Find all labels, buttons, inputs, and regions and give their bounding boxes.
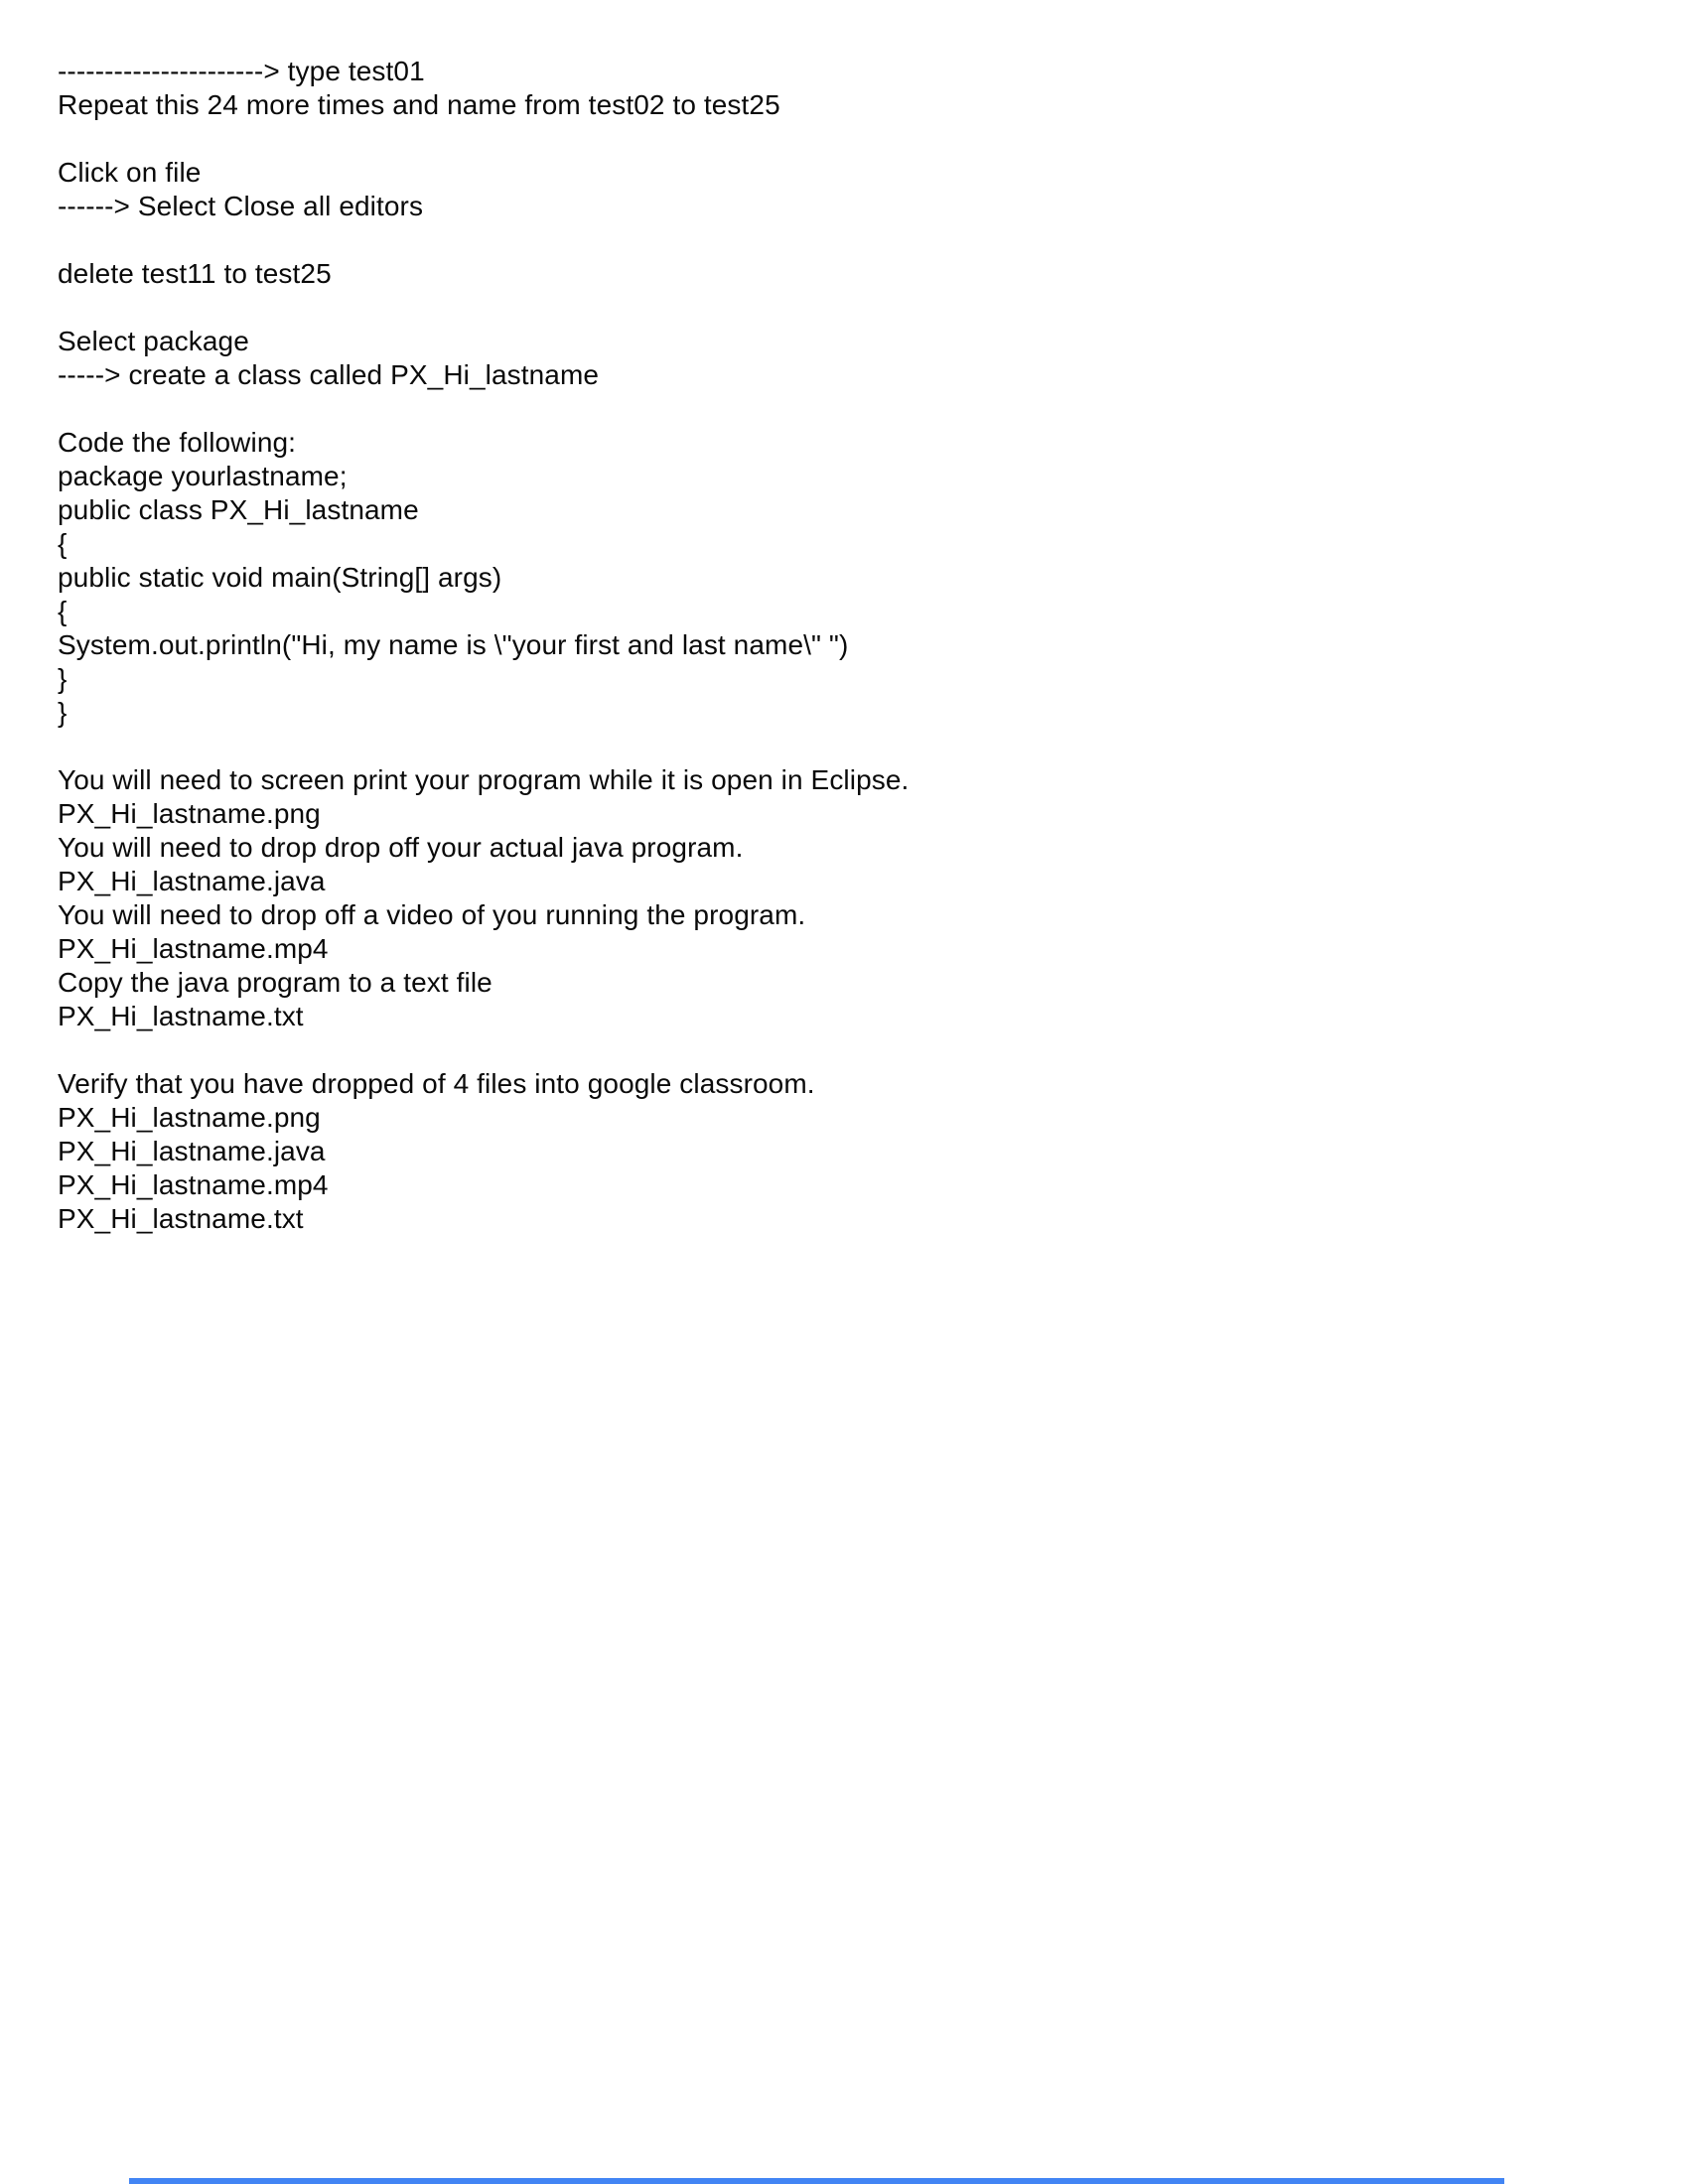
text-line-drop-java: You will need to drop drop off your actual java program. bbox=[58, 832, 744, 863]
blank-line bbox=[58, 223, 1648, 257]
blank-line bbox=[58, 392, 1648, 426]
code-line-public-class: public class PX_Hi_lastname bbox=[58, 494, 419, 525]
text-line-code-following: Code the following: bbox=[58, 427, 297, 458]
text-line-create-class: -----> create a class called PX_Hi_lastname bbox=[58, 359, 600, 390]
text-line-filename-txt: PX_Hi_lastname.txt bbox=[58, 1001, 304, 1031]
text-line-filename-mp4: PX_Hi_lastname.mp4 bbox=[58, 1169, 329, 1200]
code-line-close-brace: } bbox=[58, 697, 68, 728]
text-line-filename-png: PX_Hi_lastname.png bbox=[58, 1102, 321, 1133]
text-line-select-package: Select package bbox=[58, 326, 249, 356]
code-line-package: package yourlastname; bbox=[58, 461, 348, 491]
document-page bbox=[58, 55, 1648, 1236]
text-line-filename-java: PX_Hi_lastname.java bbox=[58, 1136, 326, 1166]
text-line-drop-video: You will need to drop off a video of you running the program. bbox=[58, 899, 806, 930]
blank-line bbox=[58, 291, 1648, 325]
text-line-copy-to-text: Copy the java program to a text file bbox=[58, 967, 492, 998]
code-line-close-brace: } bbox=[58, 663, 68, 694]
text-line-close-all-editors: ------> Select Close all editors bbox=[58, 191, 424, 221]
text-line-screen-print: You will need to screen print your program while it is open in Eclipse. bbox=[58, 764, 910, 795]
code-line-open-brace: { bbox=[58, 528, 68, 559]
blank-line bbox=[58, 122, 1648, 156]
text-line-filename-png: PX_Hi_lastname.png bbox=[58, 798, 321, 829]
text-line-filename-java: PX_Hi_lastname.java bbox=[58, 866, 326, 896]
text-line-repeat: Repeat this 24 more times and name from test02 to test25 bbox=[58, 89, 780, 120]
text-line-click-on-file: Click on file bbox=[58, 157, 202, 188]
code-line-println: System.out.println("Hi, my name is \"your first and last name\" ") bbox=[58, 629, 849, 660]
code-line-main-method: public static void main(String[] args) bbox=[58, 562, 502, 593]
text-line-verify: Verify that you have dropped of 4 files into google classroom. bbox=[58, 1068, 815, 1099]
text-line-arrow-type-test01: ----------------------> type test01 bbox=[58, 56, 425, 86]
text-line-filename-mp4: PX_Hi_lastname.mp4 bbox=[58, 933, 329, 964]
blank-line bbox=[58, 730, 1648, 763]
code-line-open-brace: { bbox=[58, 596, 68, 626]
blank-line bbox=[58, 1033, 1648, 1067]
text-line-delete-tests: delete test11 to test25 bbox=[58, 258, 332, 289]
text-line-filename-txt: PX_Hi_lastname.txt bbox=[58, 1203, 304, 1234]
bottom-blue-bar bbox=[129, 2178, 1504, 2184]
